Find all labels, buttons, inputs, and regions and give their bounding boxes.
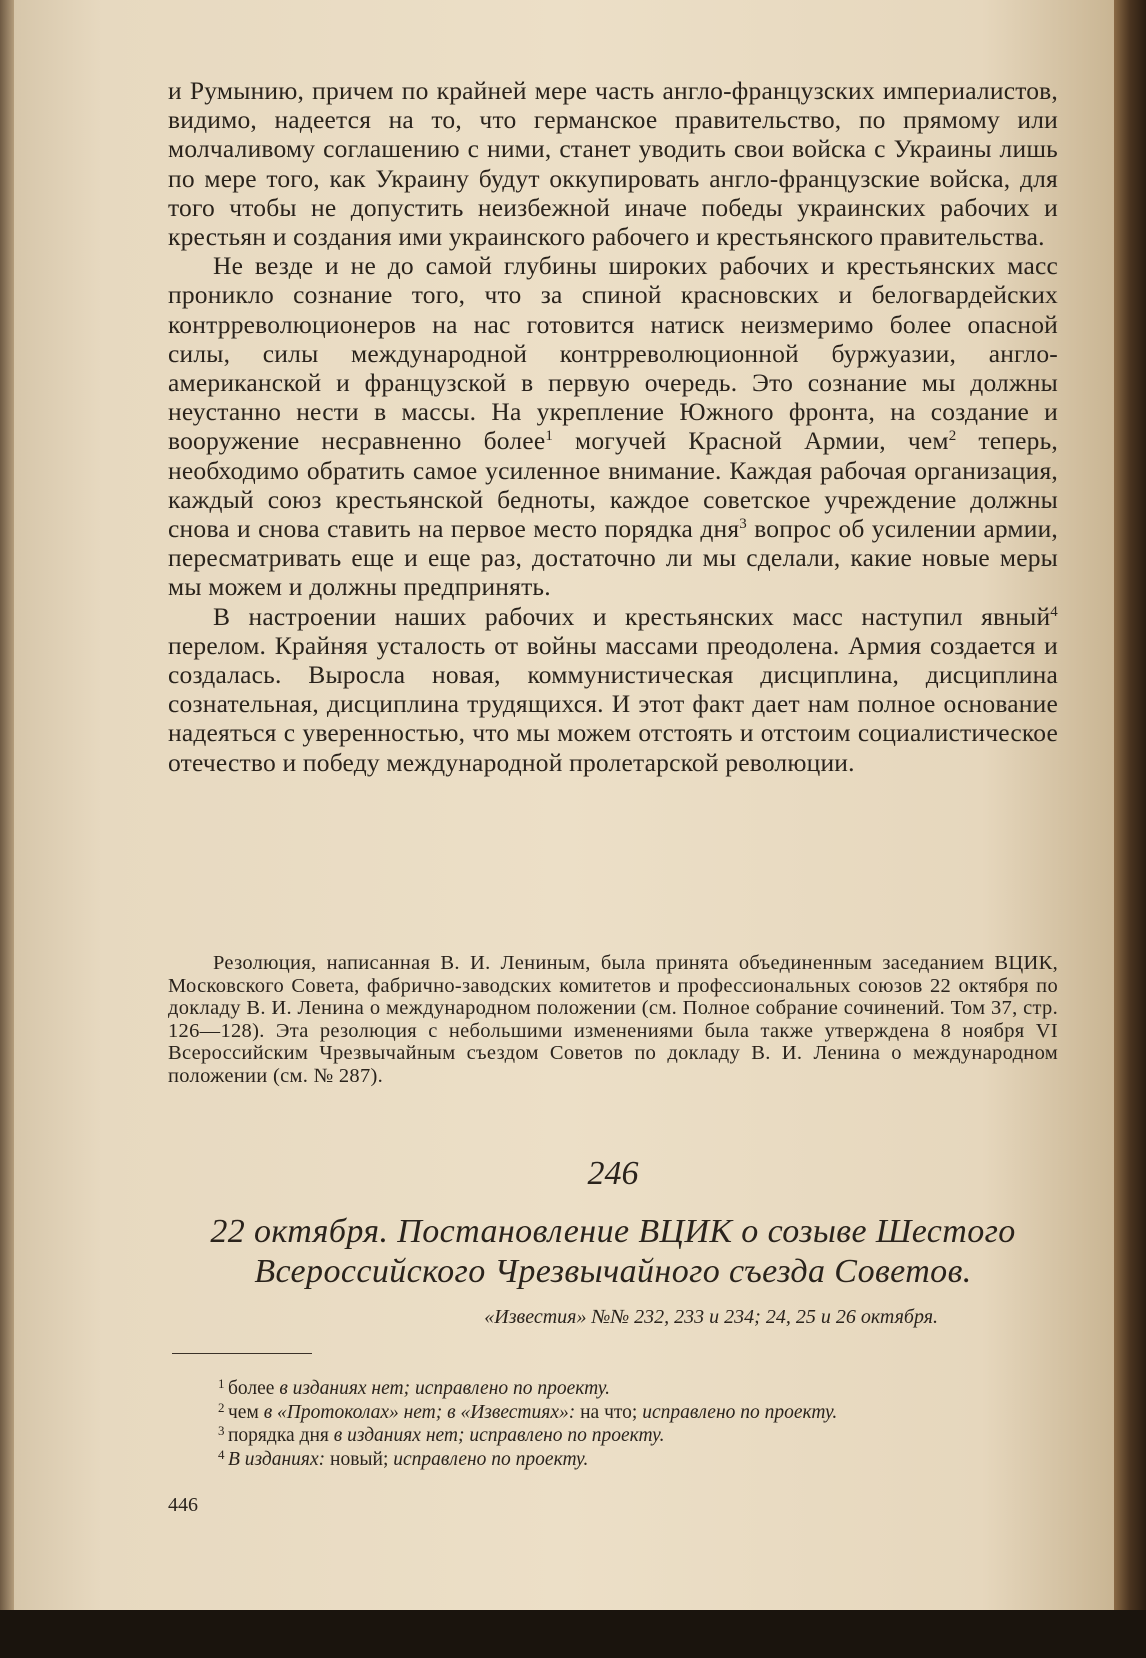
book-spine-edge [1114, 0, 1146, 1610]
paragraph-1: и Румынию, причем по крайней мере часть англо-французских империалистов, видимо, надеется на то, что германское правительство, по прямому или молчаливому соглашению с ними, станет уводить свои войска с Украины лишь по мере того, как Украину будут оккупировать англо-французские войска, для того чтобы не допустить неизбежной иначе победы украинских рабочих и крестьян и создания ими украинского рабочего и крестьянского правительства. [168, 76, 1058, 252]
document-source: «Известия» №№ 232, 233 и 234; 24, 25 и 26 октября. [484, 1306, 938, 1328]
footnote-marker-4: 4 [1050, 603, 1058, 620]
main-text [168, 76, 1058, 777]
page-edge-left [0, 0, 14, 1610]
editorial-note: Резолюция, написанная В. И. Лениным, была принята объединенным заседанием ВЦИК, Московского Совета, фабрично-заводских комитетов и профессиональных союзов 22 октября по докладу В. И. Ленина о международном положении (см. Полное собрание сочинений. Том 37, стр. 126—128). Эта резолюция с небольшими изменениями была также утверждена 8 ноября VI Всероссийским Чрезвычайным съездом Советов по докладу В. И. Ленина о международном положении (см. № 287). [168, 952, 1058, 1087]
document-title-line-1: 22 октября. Постановление ВЦИК о созыве Шестого [210, 1213, 1016, 1250]
paragraph-3: В настроении наших рабочих и крестьянских масс наступил явный$^4$ перелом. Крайняя усталость от войны массами преодолена. Армия создается и создалась. Выросла новая, коммунистическая дисциплина, дисциплина сознательная, дисциплина трудящихся. И этот факт дает нам полное основание надеяться с уверенностью, что мы можем отстоять и отстоим социалистическое отечество и победу международной пролетарской революции. [168, 601, 1058, 777]
document-number: 246 [587, 1155, 639, 1192]
footnotes [172, 1377, 1062, 1471]
footnote-4: 4 В изданиях: новый; исправлено по проекту. [218, 1446, 589, 1470]
footnote-2: 2 чем в «Протоколах» нет; в «Известиях»: на что; исправлено по проекту. [218, 1399, 838, 1423]
footnote-1: 1 более в изданиях нет; исправлено по проекту. [218, 1376, 611, 1399]
paragraph-2: Не везде и не до самой глубины широких рабочих и крестьянских масс проникло сознание того, что за спиной красновских и белогвардейских контрреволюционеров на нас готовится натиск неизмеримо более опасной силы, силы международной контрреволюционной буржуазии, англо-американской и французской в первую очередь. Это сознание мы должны неустанно нести в массы. На укрепление Южного фронта, на создание и вооружение несравненно более$^1$ могучей Красной Армии, чем$^2$ теперь, необходимо обратить самое усиленное внимание. Каждая рабочая организация, каждый союз крестьянской бедноты, каждое советское учреждение должны снова и снова ставить на первое место порядка дня$^3$ вопрос об усилении армии, пересматривать еще и еще раз, достаточно ли мы сделали, какие новые меры мы можем и должны предпринять. [168, 251, 1059, 602]
footnote-divider [172, 1353, 312, 1354]
book-page [14, 0, 1114, 1610]
document-title [168, 1212, 1058, 1292]
footnote-marker-2: 2 [948, 428, 957, 445]
document-title-line-2: Всероссийского Чрезвычайного съезда Советов. [254, 1253, 972, 1290]
page-number: 446 [168, 1494, 198, 1516]
footnote-3: 3 порядка дня в изданиях нет; исправлено по проекту. [218, 1423, 665, 1446]
footnote-marker-3: 3 [739, 516, 747, 533]
bottom-shadow [0, 1610, 1146, 1658]
footnote-marker-1: 1 [545, 428, 554, 445]
